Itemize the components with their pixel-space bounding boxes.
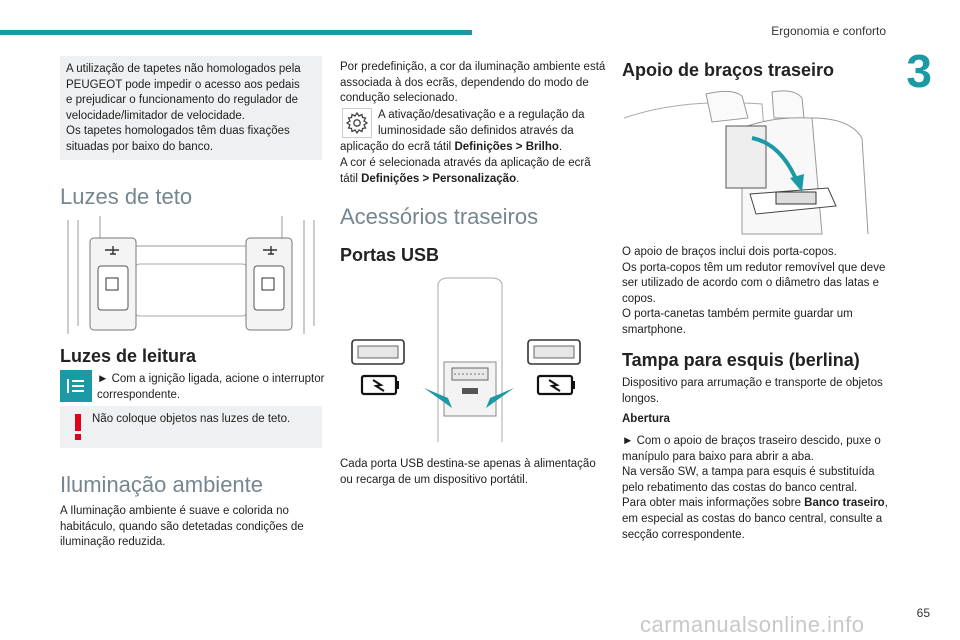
armrest-line: Os porta-copos têm um redutor removível que deve xyxy=(622,261,886,274)
settings-menu-path: Definições > Brilho xyxy=(454,141,559,153)
opening-line: pelo rebatimento das costas do banco central. xyxy=(622,481,858,494)
opening-paragraph xyxy=(622,434,892,543)
color-path-line xyxy=(340,172,519,188)
intro-line: condução selecionado. xyxy=(340,92,458,105)
settings-line: luminosidade são definidos através da xyxy=(378,125,574,137)
watermark: carmanualsonline.info xyxy=(640,612,865,637)
ambient-intro xyxy=(340,60,606,107)
heading-usb-ports: Portas USB xyxy=(340,245,440,265)
heading-ski-flap: Tampa para esquis (berlina) xyxy=(622,350,860,370)
warning-exclamation-icon xyxy=(74,414,82,440)
ceiling-lights-illustration xyxy=(60,216,322,334)
opening-line: Na versão SW, a tampa para esquis é substituída xyxy=(622,466,875,479)
reading-instruction-cont: correspondente. xyxy=(97,389,181,401)
warning-text: Não coloque objetos nas luzes de teto. xyxy=(92,413,291,425)
action-icon-box xyxy=(60,370,92,402)
settings-pre: aplicação do ecrã tátil xyxy=(340,141,455,153)
armrest-line: smartphone. xyxy=(622,323,686,336)
ambient-line: iluminação reduzida. xyxy=(60,536,166,549)
heading-ceiling-lights: Luzes de teto xyxy=(60,184,193,209)
note-line: Os tapetes homologados têm duas fixações xyxy=(66,125,290,138)
armrest-line: O porta-canetas também permite guardar um xyxy=(622,308,853,321)
color-pre: tátil xyxy=(340,173,362,185)
opening-label: Abertura xyxy=(622,413,670,425)
rear-armrest-illustration xyxy=(622,88,884,236)
color-menu-path: Definições > Personalização xyxy=(361,173,517,185)
info-post: , xyxy=(884,497,888,510)
armrest-line: O apoio de braços inclui dois porta-copos. xyxy=(622,246,837,258)
usb-ports-illustration xyxy=(340,276,602,444)
ambient-line: habitáculo, quando são detetadas condições de xyxy=(60,520,304,533)
ambient-line: A Iluminação ambiente é suave e colorida no xyxy=(60,505,289,517)
reading-instruction: ► Com a ignição ligada, acione o interruptor xyxy=(97,373,325,385)
color-post: . xyxy=(516,173,520,185)
usb-line: Cada porta USB destina-se apenas à alimentação xyxy=(340,458,596,470)
heading-rear-armrest: Apoio de braços traseiro xyxy=(622,60,835,80)
ski-line: Dispositivo para arrumação e transporte de objetos xyxy=(622,377,883,389)
note-line: velocidade/limitador de velocidade. xyxy=(66,109,245,122)
list-check-icon xyxy=(65,375,87,397)
chapter-title: Ergonomia e conforto xyxy=(771,24,886,38)
warning-box xyxy=(60,406,322,448)
info-line: secção correspondente. xyxy=(622,528,745,541)
settings-path-line xyxy=(340,140,562,156)
opening-line: manípulo para baixo para abrir a aba. xyxy=(622,450,814,463)
settings-line: A ativação/desativação e a regulação da xyxy=(378,109,585,121)
info-line xyxy=(622,496,892,512)
gear-icon xyxy=(342,108,372,138)
usb-paragraph xyxy=(340,457,606,488)
chapter-number: 3 xyxy=(906,45,932,97)
page-number: 65 xyxy=(916,606,930,620)
opening-line: ► Com o apoio de braços traseiro descido, puxe o xyxy=(622,435,881,447)
armrest-line: ser utilizado de acordo com o diâmetro das latas e xyxy=(622,277,879,290)
intro-line: Por predefinição, a cor da iluminação ambiente está xyxy=(340,61,606,73)
ambient-paragraph xyxy=(60,504,322,551)
ski-paragraph xyxy=(622,376,888,407)
note-line: PEUGEOT pode impedir o acesso aos pedais xyxy=(66,78,300,91)
intro-line: associada à dos ecrãs, dependendo do modo de xyxy=(340,76,589,89)
armrest-line: copos. xyxy=(622,292,656,305)
heading-reading-lights: Luzes de leitura xyxy=(60,346,197,366)
heading-rear-accessories: Acessórios traseiros xyxy=(340,204,539,229)
heading-ambient-lighting: Iluminação ambiente xyxy=(60,472,264,497)
note-line: e prejudicar o funcionamento do regulador de xyxy=(66,94,299,107)
info-crossref: Banco traseiro xyxy=(804,497,885,510)
usb-line: ou recarga de um dispositivo portátil. xyxy=(340,473,528,486)
ski-line: longos. xyxy=(622,392,660,405)
armrest-paragraph xyxy=(622,245,888,339)
note-line: A utilização de tapetes não homologados pela xyxy=(66,63,301,75)
info-line: em especial as costas do banco central, consulte a xyxy=(622,512,883,525)
color-line: A cor é selecionada através da aplicação de ecrã xyxy=(340,157,591,169)
settings-post: . xyxy=(558,141,563,153)
mats-note-box xyxy=(60,56,322,160)
info-pre: Para obter mais informações sobre xyxy=(622,497,805,510)
note-line: situadas por baixo do banco. xyxy=(66,140,214,153)
header-accent-bar xyxy=(0,30,472,35)
